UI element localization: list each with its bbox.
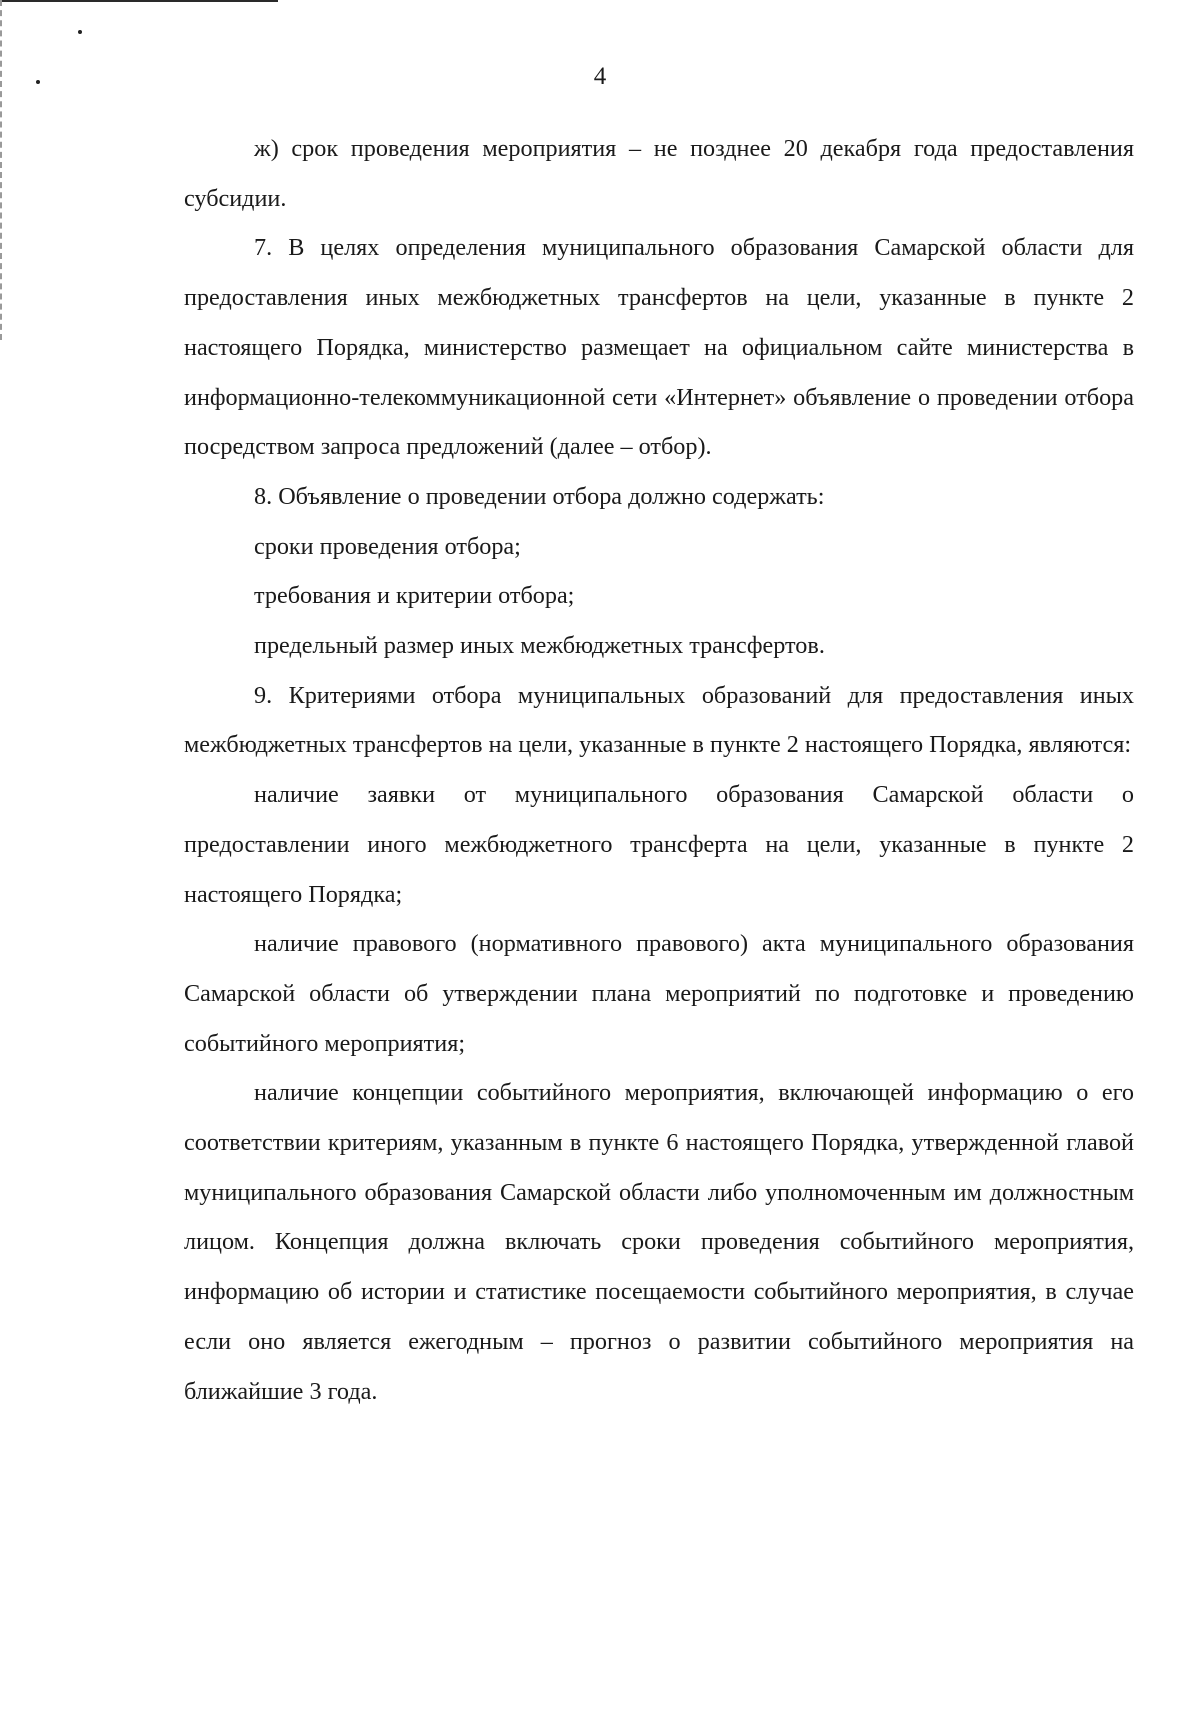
- criterion-concept: наличие концепции событийного мероприятия, включающей информацию о его соответствии критериям, указанным в пункте 6 настоящего Порядка, утвержденной главой муниципального образования Самарской области либо уполномоченным им должностным лицом. Концепция должна включать сроки проведения событийного мероприятия, информацию об истории и статистике посещаемости событийного мероприятия, в случае если оно является ежегодным – прогноз о развитии событийного мероприятия на ближайшие 3 года.: [184, 1079, 1134, 1405]
- paragraph-deadline: ж) срок проведения мероприятия – не позднее 20 декабря года предоставления субсидии.: [184, 135, 1134, 212]
- paragraph-8: 8. Объявление о проведении отбора должно содержать:: [254, 482, 825, 510]
- criterion-application: наличие заявки от муниципального образования Самарской области о предоставлении иного межбюджетного трансферта на цели, указанные в пункте 2 настоящего Порядка;: [184, 781, 1134, 908]
- list-item-max-amount: предельный размер иных межбюджетных трансфертов.: [254, 632, 825, 660]
- document-body: [184, 124, 1134, 1416]
- criterion-legal-act: наличие правового (нормативного правового) акта муниципального образования Самарской области об утверждении плана мероприятий по подготовке и проведению событийного мероприятия;: [184, 930, 1134, 1057]
- page-number: 4: [593, 63, 607, 90]
- scan-top-rule: [0, 0, 278, 2]
- paragraph-7: 7. В целях определения муниципального образования Самарской области для предоставления иных межбюджетных трансфертов на цели, указанные в пункте 2 настоящего Порядка, министерство размещает на официальном сайте министерства в информационно-телекоммуникационной сети «Интернет» объявление о проведении отбора посредством запроса предложений (далее – отбор).: [184, 234, 1134, 461]
- list-item-requirements: требования и критерии отбора;: [254, 582, 575, 610]
- scan-speck: [78, 30, 82, 34]
- paragraph-9: 9. Критериями отбора муниципальных образований для предоставления иных межбюджетных трансфертов на цели, указанные в пункте 2 настоящего Порядка, являются:: [184, 681, 1134, 759]
- scan-left-edge: [0, 0, 2, 340]
- list-item-selection-dates: сроки проведения отбора;: [254, 532, 521, 560]
